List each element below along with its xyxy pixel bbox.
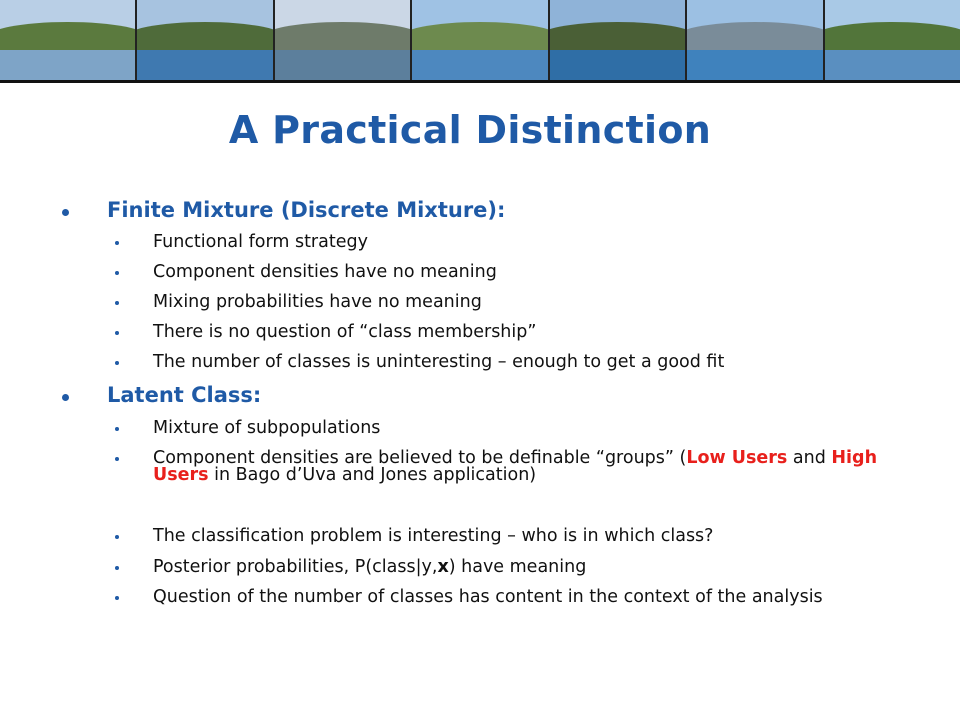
list-item-text: Component densities have no meaning: [153, 262, 497, 282]
list-item: [153, 420, 888, 437]
list-item-text: The classification problem is interesting – who is in which class?: [153, 526, 714, 546]
section-heading-text: Finite Mixture (Discrete Mixture):: [107, 198, 506, 222]
bullet-icon: [62, 394, 69, 401]
list-item: [153, 264, 888, 281]
list-item-text: There is no question of “class membership”: [153, 322, 537, 342]
bullet-icon: [115, 566, 119, 570]
bullet-icon: [115, 271, 119, 275]
bullet-icon: [115, 457, 119, 461]
bullet-icon: [115, 241, 119, 245]
bullet-icon: [115, 361, 119, 365]
promenade-photo: [275, 0, 412, 80]
list-item: [153, 234, 888, 251]
list-item-text: Question of the number of classes has content in the context of the analysis: [153, 587, 823, 607]
list-item-text: Mixture of subpopulations: [153, 418, 381, 438]
slide-title: A Practical Distinction: [228, 108, 712, 152]
bullet-icon: [115, 301, 119, 305]
list-item: [153, 589, 888, 606]
list-item: [153, 450, 888, 484]
lakeside-town-photo: [0, 0, 137, 80]
list-item-text: Functional form strategy: [153, 232, 368, 252]
list-item: [153, 294, 888, 311]
bullet-icon: [62, 209, 69, 216]
list-item-text: Component densities are believed to be definable “groups” (Low Users and High Users in Bago d’Uva and Jones application): [153, 448, 878, 485]
list-item-text: Posterior probabilities, P(class|y,x) have meaning: [153, 557, 587, 577]
bullet-icon: [115, 331, 119, 335]
list-item: [153, 354, 888, 371]
list-item-text: Mixing probabilities have no meaning: [153, 292, 482, 312]
lake-sky-photo: [687, 0, 824, 80]
section-heading-text: Latent Class:: [107, 383, 262, 407]
mountain-bay-photo: [550, 0, 687, 80]
x-bold-symbol: x: [437, 557, 449, 577]
banner-divider: [0, 80, 960, 83]
high-users-highlight: High Users: [153, 448, 878, 485]
section-heading-latent-class: [107, 383, 261, 407]
list-item: [153, 559, 888, 576]
bench-promenade-photo: [825, 0, 960, 80]
low-users-highlight: Low Users: [686, 448, 788, 468]
list-item-text: The number of classes is uninteresting – enough to get a good fit: [153, 352, 725, 372]
lake-panorama-photo: [137, 0, 274, 80]
bullet-icon: [115, 427, 119, 431]
list-item: [153, 528, 888, 545]
bullet-icon: [115, 596, 119, 600]
photo-banner: [0, 0, 960, 80]
list-item: [153, 324, 888, 341]
flower-garden-photo: [412, 0, 549, 80]
bullet-icon: [115, 535, 119, 539]
section-heading-finite-mixture: [107, 198, 505, 222]
